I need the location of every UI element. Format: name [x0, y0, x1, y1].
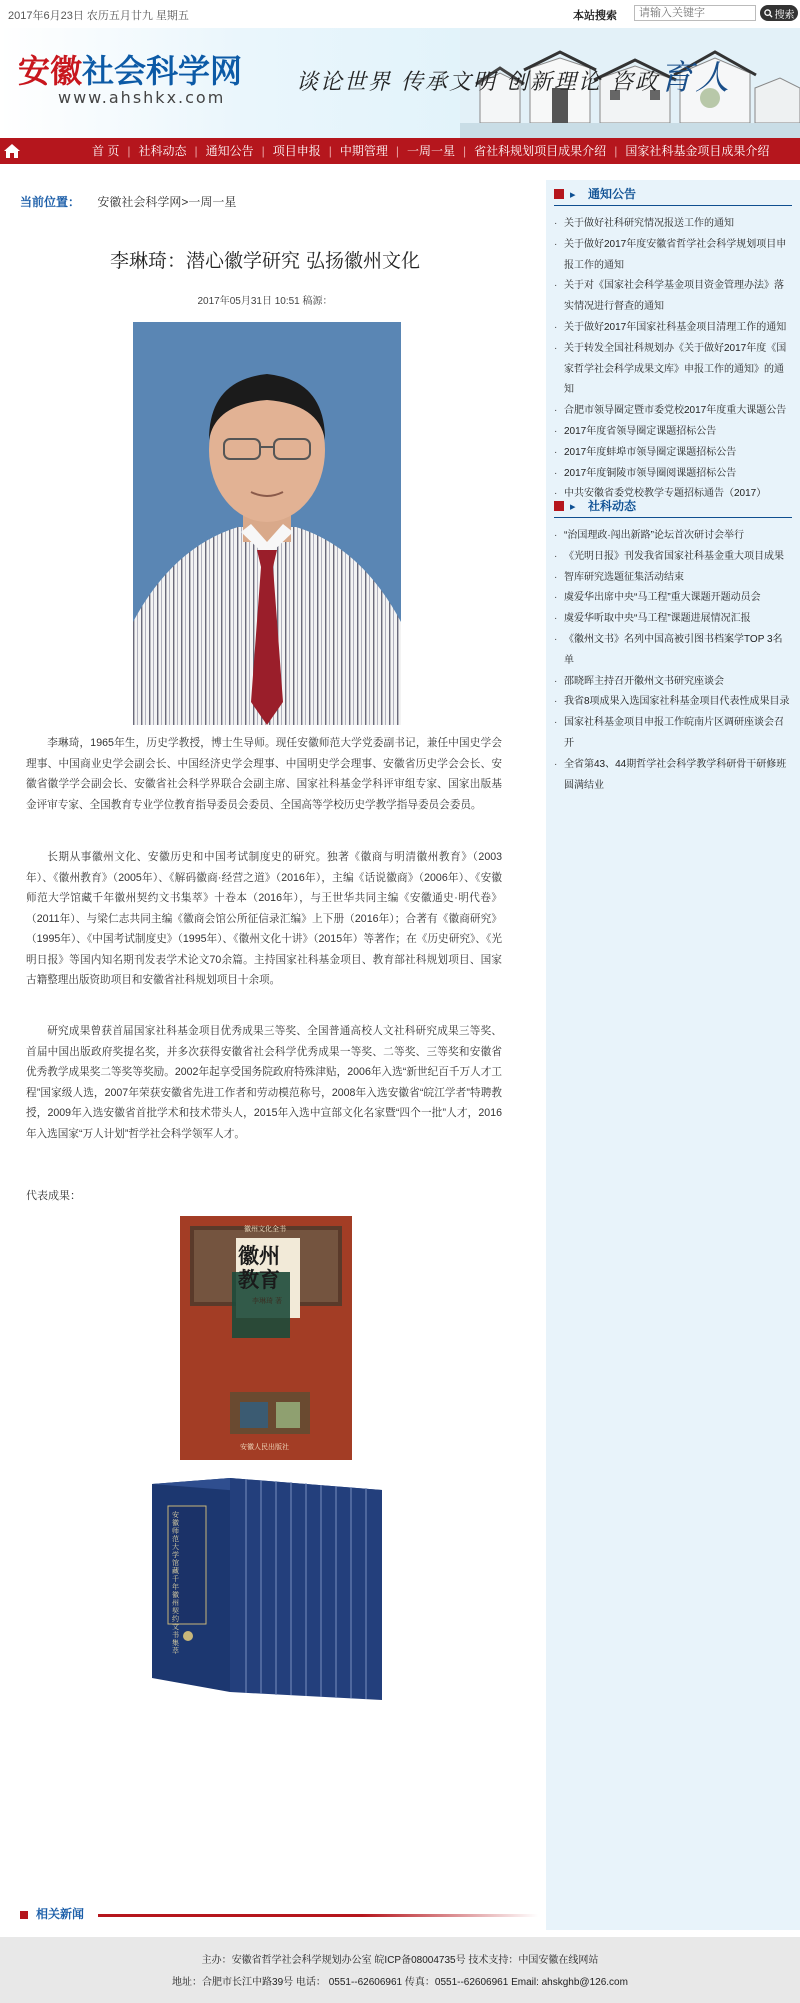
- nav-separator: |: [395, 144, 400, 158]
- search-input[interactable]: [634, 5, 756, 21]
- nav-item-news[interactable]: 社科动态: [138, 144, 187, 158]
- chevron-right-icon: ▸: [570, 189, 576, 201]
- representative-works-label: 代表成果：: [26, 1190, 81, 1202]
- list-item[interactable]: · 我省8项成果入选国家社科基金项目代表性成果目录: [554, 692, 792, 713]
- chevron-right-icon: ▸: [570, 501, 576, 513]
- news-title[interactable]: 社科动态: [588, 499, 637, 513]
- search-icon: [764, 9, 773, 18]
- list-item[interactable]: · 合肥市领导圈定暨市委党校2017年度重大课题公告: [554, 401, 792, 422]
- list-item[interactable]: · 全省第43、44期哲学社会科学教学科研骨干研修班圆满结业: [554, 755, 792, 797]
- news-header: [554, 497, 792, 518]
- nav-item-midterm[interactable]: 中期管理: [339, 144, 388, 158]
- book1-publisher: 安徽人民出版社: [240, 1444, 289, 1451]
- home-icon[interactable]: [0, 138, 24, 164]
- list-item[interactable]: · 2017年度蚌埠市领导圈定课题招标公告: [554, 443, 792, 464]
- nav-separator: |: [127, 144, 131, 158]
- book-set-contract-documents: [152, 1478, 382, 1700]
- list-item[interactable]: · 中共安徽省委党校教学专题招标通告（2017）: [554, 484, 792, 505]
- nav-item-weekly-star[interactable]: 一周一星: [407, 144, 456, 158]
- nav-separator: |: [328, 144, 332, 158]
- square-bullet-icon: [554, 189, 564, 199]
- list-item[interactable]: · 2017年度省领导圈定课题招标公告: [554, 422, 792, 443]
- list-item[interactable]: · 虞爱华出席中央“马工程”重大课题开题动员会: [554, 588, 792, 609]
- search-button[interactable]: [760, 5, 798, 21]
- article-paragraph-research: 长期从事徽州文化、安徽历史和中国考试制度史的研究。独著《徽商与明清徽州教育》（2003年）、《徽州教育》（2005年）、《解码徽商·经营之道》（2016年），主编《话说徽商》（2006年）、《安徽师范大学馆藏千年徽州契约文书集萃》十卷本（2016年），与王世华共同主编《安徽通史·明代卷》（2011年）、与梁仁志共同主编《徽商会馆公所征信录汇编》上下册（2016年）；合著有《徽商研究》（1995年）、《中国考试制度史》（1995年）、《徽州文化十讲》（2015年）等著作；在《历史研究》、《光明日报》等国内知名期刊发表学术论文70余篇。主持国家社科基金项目、教育部社科规划项目、国家古籍整理出版资助项目和安徽省社科规划项目十余项。: [26, 851, 502, 986]
- nav-item-project-apply[interactable]: 项目申报: [272, 144, 321, 158]
- book-cover-huizhou-education: [180, 1216, 352, 1460]
- square-bullet-icon: [20, 1911, 28, 1919]
- site-footer: [0, 1937, 800, 2003]
- slogan-big-text: 育人: [658, 58, 731, 98]
- book1-author: 李琳琦 著: [252, 1298, 282, 1305]
- author-portrait: [133, 322, 401, 725]
- nav-item-home[interactable]: 首 页: [92, 144, 120, 158]
- notices-header: [554, 185, 792, 206]
- news-box: [554, 497, 792, 796]
- related-news-header: [20, 1905, 516, 1925]
- nav-item-provincial-results[interactable]: 省社科规划项目成果介绍: [474, 144, 607, 158]
- logo-text-blue: 社会科学网: [82, 52, 243, 90]
- notices-title[interactable]: 通知公告: [588, 187, 637, 201]
- list-item[interactable]: · 《徽州文书》名列中国高被引图书档案学TOP 3名单: [554, 630, 792, 672]
- site-banner: [0, 28, 800, 138]
- article-paragraph-awards: 研究成果曾获首届国家社科基金项目优秀成果三等奖、全国普通高校人文社科研究成果三等奖、首届中国出版政府奖提名奖，并多次获得安徽省社会科学优秀成果一等奖、二等奖、三等奖和安徽省优秀教学成果奖二等奖等奖励。2002年起享受国务院政府特殊津贴，2006年入选“新世纪百千万人才工程”国家级人选，2007年荣获安徽省先进工作者和劳动模范称号，2008年入选安徽省“皖江学者”特聘教授，2009年入选安徽省首批学术和技术带头人，2015年入选中宣部文化名家暨“四个一批”人才，2016年入选国家“万人计划”哲学社会科学领军人才。: [26, 1025, 502, 1140]
- nav-item-notices[interactable]: 通知公告: [205, 144, 254, 158]
- book1-series: 徽州文化全书: [244, 1226, 286, 1233]
- nav-separator: |: [463, 144, 467, 158]
- list-item[interactable]: · 关于做好2017年度安徽省哲学社会科学规划项目申报工作的通知: [554, 235, 792, 277]
- list-item[interactable]: · 2017年度铜陵市领导圈阅课题招标公告: [554, 464, 792, 485]
- square-bullet-icon: [554, 501, 564, 511]
- notices-box: [554, 185, 792, 505]
- article-meta: 2017年05月31日 10:51 稿源：: [197, 296, 333, 307]
- date-text: 2017年6月23日 农历五月廿九 星期五: [8, 10, 189, 22]
- book2-title: 安徽师范大学馆藏千年徽州契约文书集萃: [172, 1512, 179, 1655]
- slogan: [296, 50, 731, 99]
- breadcrumb-path[interactable]: 安徽社会科学网>一周一星: [97, 195, 237, 209]
- nav-separator: |: [261, 144, 265, 158]
- list-item[interactable]: · 国家社科基金项目申报工作皖南片区调研座谈会召开: [554, 713, 792, 755]
- list-item[interactable]: · 关于做好社科研究情况报送工作的通知: [554, 214, 792, 235]
- divider-line: [98, 1914, 538, 1917]
- main-nav: [0, 138, 800, 164]
- logo-url: www.ahshkx.com: [58, 88, 226, 107]
- site-logo[interactable]: [18, 46, 242, 92]
- list-item[interactable]: · “治国理政·闯出新路”论坛首次研讨会举行: [554, 526, 792, 547]
- nav-separator: |: [194, 144, 198, 158]
- list-item[interactable]: · 邵晓晖主持召开徽州文书研究座谈会: [554, 672, 792, 693]
- book1-title: 徽州教育: [238, 1243, 280, 1292]
- logo-text-red: 安徽: [18, 52, 83, 90]
- breadcrumb-label: 当前位置：: [20, 195, 81, 209]
- breadcrumb: [20, 193, 236, 210]
- list-item[interactable]: · 虞爱华听取中央“马工程”课题进展情况汇报: [554, 609, 792, 630]
- article-paragraph-bio: 李琳琦，1965年生，历史学教授，博士生导师。现任安徽师范大学党委副书记，兼任中国史学会理事、中国商业史学会副会长、中国经济史学会理事、中国明史学会理事、安徽省历史学会会长、安徽省徽学学会副会长、安徽省社会科学界联合会副主席、国家社科基金学科评审组专家、国家出版基金评审专家、全国教育专业学位教育指导委员会委员、全国高等学校历史学教学指导委员会委员。: [26, 737, 502, 811]
- list-item[interactable]: · 关于转发全国社科规划办《关于做好2017年度《国家哲学社会科学成果文库》申报工作的通知》的通知: [554, 339, 792, 401]
- notices-list: [554, 214, 792, 505]
- list-item[interactable]: · 《光明日报》刊发我省国家社科基金重大项目成果: [554, 547, 792, 568]
- list-item[interactable]: · 关于做好2017年国家社科基金项目清理工作的通知: [554, 318, 792, 339]
- slogan-text: 谈论世界 传承文明 创新理论 咨政: [296, 70, 659, 95]
- list-item[interactable]: · 关于对《国家社会科学基金项目资金管理办法》落实情况进行督查的通知: [554, 276, 792, 318]
- search-label: 本站搜索: [573, 10, 617, 22]
- related-news-title[interactable]: 相关新闻: [36, 1907, 85, 1921]
- list-item[interactable]: · 智库研究选题征集活动结束: [554, 568, 792, 589]
- article-title: 李琳琦：潜心徽学研究 弘扬徽州文化: [109, 250, 421, 272]
- footer-line-contact: 地址：合肥市长江中路39号 电话： 0551--62606961 传真：0551--62606961 Email: ahskghb@126.com: [172, 1977, 628, 1988]
- footer-line-sponsor: 主办：安徽省哲学社会科学规划办公室 皖ICP备08004735号 技术支持：中国安徽在线网站: [201, 1955, 599, 1966]
- search-button-label: 搜索: [774, 9, 795, 21]
- news-list: [554, 526, 792, 796]
- nav-separator: |: [614, 144, 618, 158]
- top-bar: [0, 0, 800, 28]
- nav-item-national-results[interactable]: 国家社科基金项目成果介绍: [625, 144, 770, 158]
